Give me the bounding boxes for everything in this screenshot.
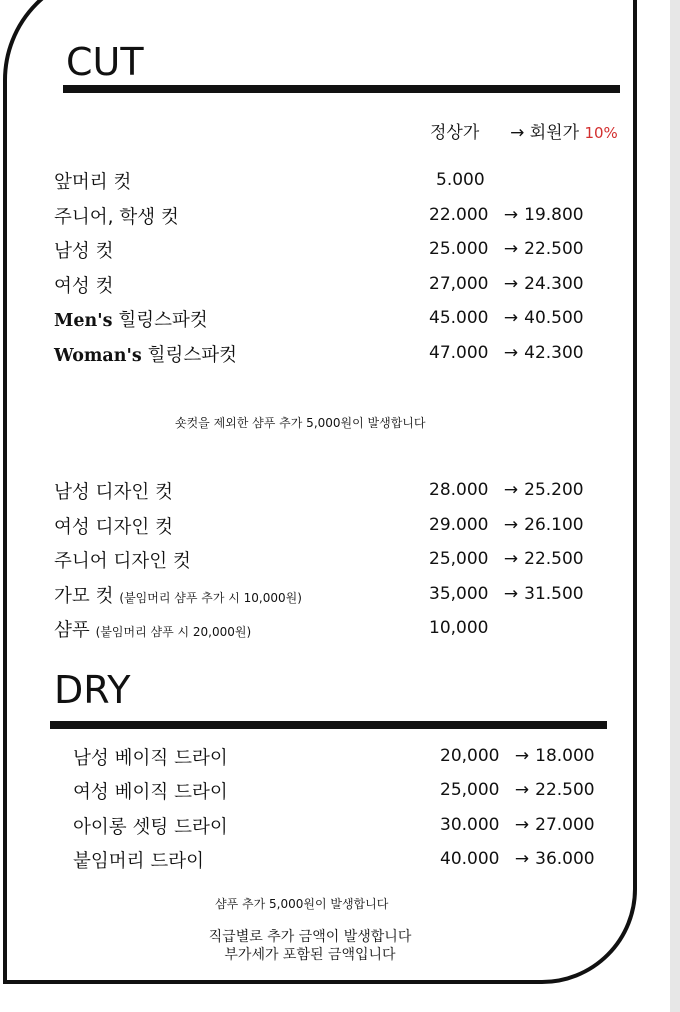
regular-price-label: 정상가 (430, 123, 480, 143)
menu-item-prices (429, 549, 584, 569)
regular-price: 35,000 (429, 584, 489, 604)
member-price: 18.000 (535, 746, 595, 766)
menu-item-name (54, 513, 173, 539)
regular-price: 45.000 (429, 308, 489, 328)
menu-item-name (54, 306, 208, 332)
right-edge-strip (670, 0, 680, 1012)
price-arrow: → (514, 746, 530, 766)
member-price: 22.500 (535, 780, 595, 800)
menu-item-prices (436, 170, 485, 190)
price-arrow: → (503, 308, 519, 328)
member-price: 42.300 (524, 343, 584, 363)
price-arrow: → (503, 205, 519, 225)
price-arrow: → (503, 239, 519, 259)
menu-item-label: 여성 디자인 컷 (54, 517, 173, 538)
price-arrow: → (514, 815, 530, 835)
regular-price: 47.000 (429, 343, 489, 363)
header-arrow: → (510, 123, 525, 143)
menu-item-name (54, 616, 251, 642)
menu-item-label: 붙임머리 드라이 (73, 851, 204, 872)
menu-item-name (73, 813, 228, 839)
menu-item-name (73, 744, 228, 770)
cut-section-title: CUT (66, 40, 144, 84)
menu-item-prices (429, 239, 584, 259)
menu-item-prices (429, 480, 584, 500)
menu-item-prices (440, 780, 595, 800)
menu-item-name (73, 847, 204, 873)
menu-item-prices (429, 618, 488, 638)
menu-item-name (54, 341, 237, 367)
footer-line-2: 부가세가 포함된 금액입니다 (224, 947, 396, 963)
menu-item-label: 여성 베이직 드라이 (73, 782, 228, 803)
member-price: 40.500 (524, 308, 584, 328)
menu-item-name (54, 237, 114, 263)
price-arrow: → (514, 849, 530, 869)
member-price: 25.200 (524, 480, 584, 500)
menu-item-name (54, 203, 179, 229)
member-price: 27.000 (535, 815, 595, 835)
menu-item-label: 샴푸 (54, 620, 90, 641)
menu-item-prices (429, 584, 584, 604)
price-arrow: → (503, 274, 519, 294)
menu-item-name (54, 478, 173, 504)
regular-price: 10,000 (429, 618, 489, 638)
menu-item-bold-prefix: Men's (54, 311, 113, 331)
discount-badge: 10% (584, 124, 618, 142)
member-price-label: 회원가 (529, 123, 580, 143)
price-arrow: → (514, 780, 530, 800)
regular-price: 28.000 (429, 480, 489, 500)
menu-item-label: 힐링스파컷 (147, 345, 237, 366)
member-price: 22.500 (524, 549, 584, 569)
price-arrow: → (503, 549, 519, 569)
menu-item-name (54, 547, 191, 573)
regular-price: 25,000 (429, 549, 489, 569)
menu-item-label: 앞머리 컷 (54, 172, 132, 193)
menu-item-prices (440, 849, 595, 869)
menu-item-name (54, 272, 114, 298)
menu-item-note: (붙임머리 샴푸 추가 시 10,000원) (119, 591, 302, 605)
menu-item-prices (440, 746, 595, 766)
menu-item-prices (429, 205, 584, 225)
menu-item-prices (429, 308, 584, 328)
price-arrow: → (503, 480, 519, 500)
menu-item-bold-prefix: Woman's (54, 346, 142, 366)
footer-notes (190, 928, 430, 964)
regular-price: 20,000 (440, 746, 500, 766)
menu-item-label: 주니어 디자인 컷 (54, 551, 191, 572)
dry-shampoo-note: 샴푸 추가 5,000원이 발생합니다 (215, 897, 389, 911)
member-price: 22.500 (524, 239, 584, 259)
regular-price: 25,000 (440, 780, 500, 800)
regular-price: 25.000 (429, 239, 489, 259)
member-price: 36.000 (535, 849, 595, 869)
dry-divider (50, 721, 607, 729)
menu-item-label: 가모 컷 (54, 586, 114, 607)
menu-item-label: 남성 컷 (54, 241, 114, 262)
regular-price: 40.000 (440, 849, 500, 869)
menu-item-name (54, 168, 131, 194)
price-arrow: → (503, 343, 519, 363)
menu-item-prices (429, 274, 584, 294)
menu-item-label: 남성 디자인 컷 (54, 482, 173, 503)
menu-item-note: (붙임머리 샴푸 시 20,000원) (95, 625, 252, 639)
member-price: 24.300 (524, 274, 584, 294)
menu-item-label: 여성 컷 (54, 276, 114, 297)
menu-item-name (73, 778, 228, 804)
footer-line-1: 직급별로 추가 금액이 발생합니다 (208, 929, 412, 945)
price-arrow: → (503, 515, 519, 535)
cut-shampoo-note: 숏컷을 제외한 샴푸 추가 5,000원이 발생합니다 (175, 416, 426, 430)
regular-price: 29.000 (429, 515, 489, 535)
menu-item-prices (429, 343, 584, 363)
member-price: 26.100 (524, 515, 584, 535)
regular-price: 30.000 (440, 815, 500, 835)
menu-item-prices (429, 515, 584, 535)
member-price: 31.500 (524, 584, 584, 604)
regular-price: 5.000 (436, 170, 485, 190)
dry-section-title: DRY (54, 668, 131, 712)
regular-price: 27,000 (429, 274, 489, 294)
menu-item-label: 주니어, 학생 컷 (54, 207, 179, 228)
regular-price: 22.000 (429, 205, 489, 225)
menu-item-label: 힐링스파컷 (118, 310, 208, 331)
cut-divider (63, 85, 620, 93)
menu-item-prices (440, 815, 595, 835)
menu-item-label: 남성 베이직 드라이 (73, 748, 228, 769)
member-price: 19.800 (524, 205, 584, 225)
price-arrow: → (503, 584, 519, 604)
menu-item-label: 아이롱 셋팅 드라이 (73, 817, 228, 838)
menu-item-name (54, 582, 302, 608)
price-header (430, 118, 618, 143)
